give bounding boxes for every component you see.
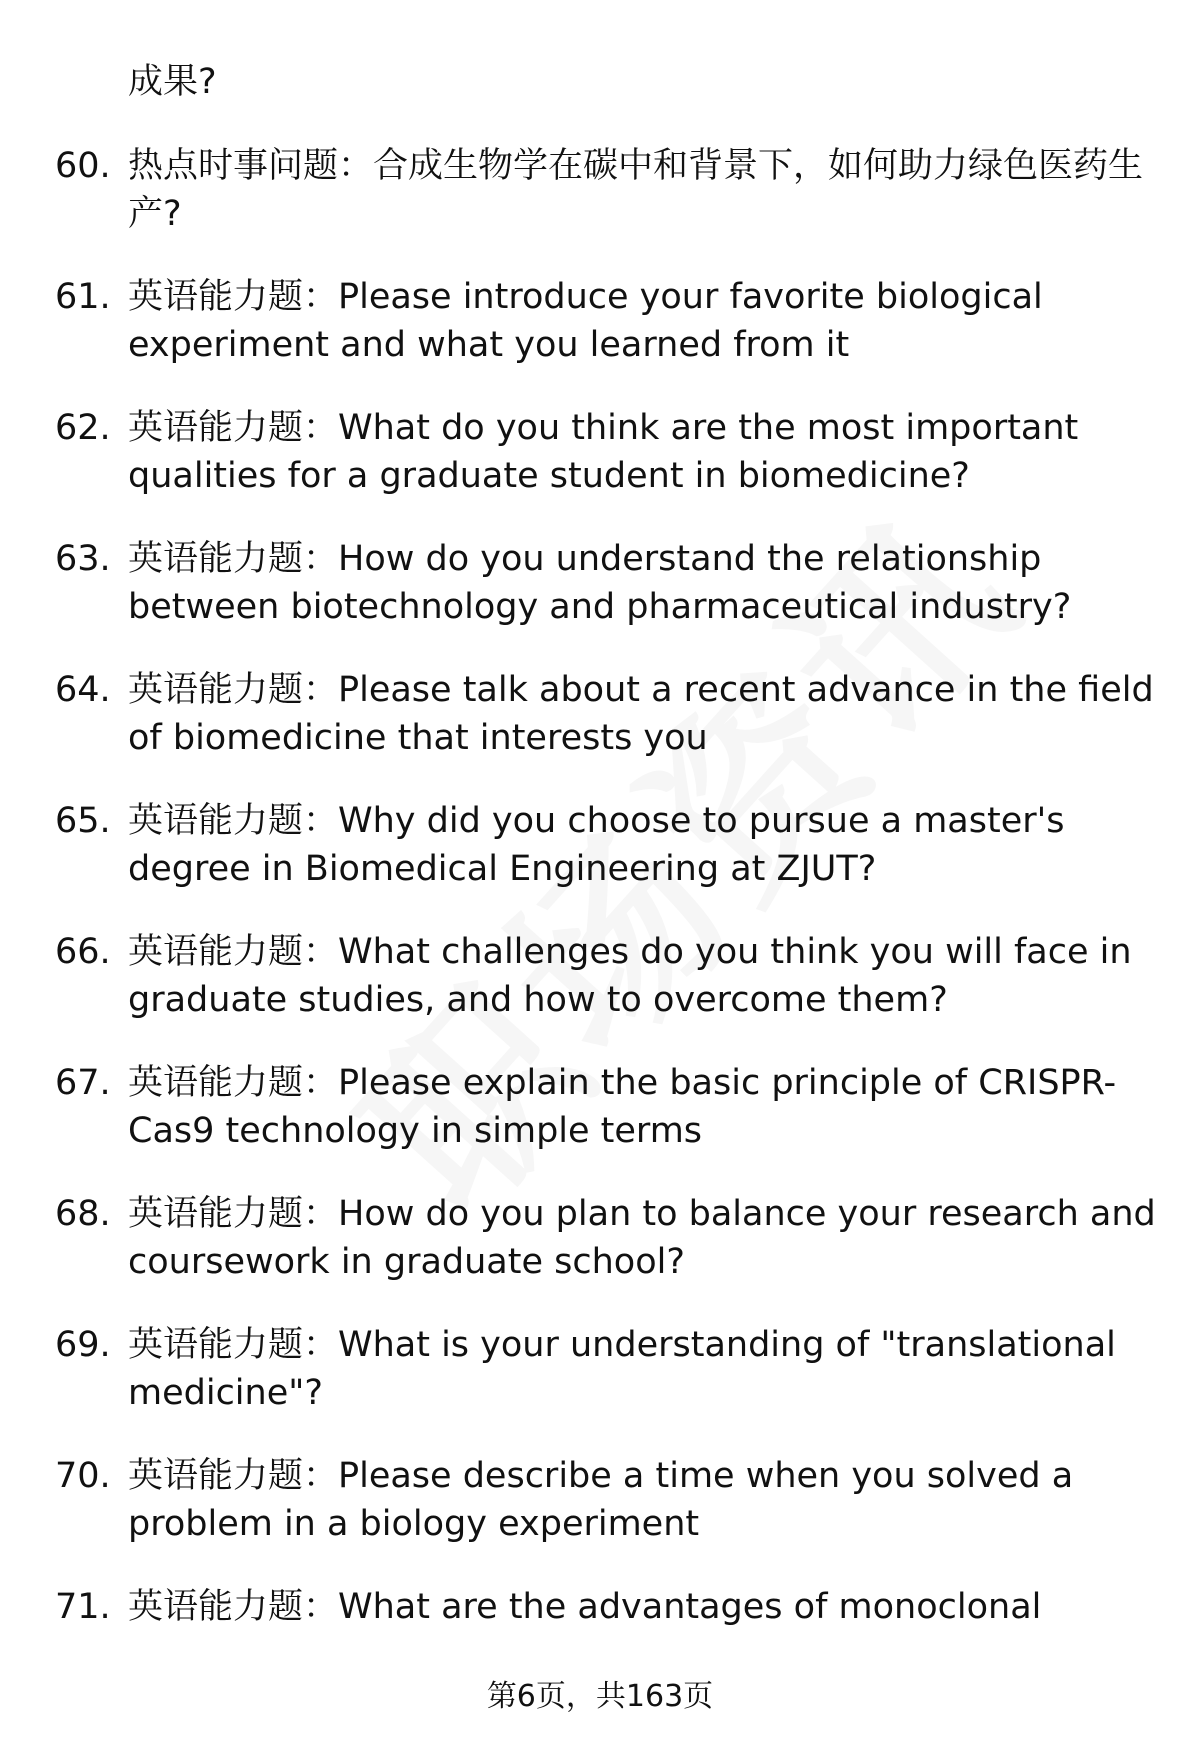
question-text: 英语能力题：What is your understanding of "translational medicine"?	[128, 1325, 1116, 1413]
question-number: 69.	[55, 1325, 111, 1365]
list-item	[55, 1321, 1165, 1452]
question-text: 英语能力题：What are the advantages of monoclonal	[128, 1587, 1042, 1627]
question-number: 66.	[55, 932, 111, 972]
question-number: 65.	[55, 801, 111, 841]
question-text: 英语能力题：Please introduce your favorite biological experiment and what you learned from it	[128, 277, 1043, 365]
question-text: 英语能力题：Why did you choose to pursue a master's degree in Biomedical Engineering at ZJUT?	[128, 801, 1065, 889]
question-number: 71.	[55, 1587, 111, 1627]
question-text: 英语能力题：Please describe a time when you solved a problem in a biology experiment	[128, 1456, 1074, 1544]
question-number: 60.	[55, 146, 111, 186]
question-number: 68.	[55, 1194, 111, 1234]
question-number: 67.	[55, 1063, 111, 1103]
list-item	[55, 1059, 1165, 1190]
question-list	[55, 142, 1165, 1714]
question-number: 62.	[55, 408, 111, 448]
question-text: 英语能力题：Please talk about a recent advance in the field of biomedicine that interests you	[128, 670, 1154, 758]
continuation-text: 成果?	[128, 62, 217, 102]
question-text: 英语能力题：Please explain the basic principle of CRISPR-Cas9 technology in simple terms	[128, 1063, 1117, 1151]
page-footer: 第6页，共163页	[486, 1679, 714, 1714]
question-text: 热点时事问题：合成生物学在碳中和背景下，如何助力绿色医药生产?	[128, 146, 1144, 234]
list-item	[55, 273, 1165, 404]
list-item	[55, 797, 1165, 928]
question-text: 英语能力题：What do you think are the most important qualities for a graduate student in biomedicine?	[128, 408, 1079, 496]
question-text: 英语能力题：What challenges do you think you will face in graduate studies, and how to overcome them?	[128, 932, 1132, 1020]
question-number: 70.	[55, 1456, 111, 1496]
list-item	[55, 666, 1165, 797]
question-text: 英语能力题：How do you understand the relationship between biotechnology and pharmaceutical industry?	[128, 539, 1072, 627]
list-item	[55, 1190, 1165, 1321]
list-item	[55, 142, 1165, 273]
list-item	[55, 535, 1165, 666]
question-text: 英语能力题：How do you plan to balance your research and coursework in graduate school?	[128, 1194, 1156, 1282]
list-item	[55, 404, 1165, 535]
list-item	[55, 928, 1165, 1059]
question-number: 63.	[55, 539, 111, 579]
list-item	[55, 1452, 1165, 1583]
question-number: 64.	[55, 670, 111, 710]
question-number: 61.	[55, 277, 111, 317]
